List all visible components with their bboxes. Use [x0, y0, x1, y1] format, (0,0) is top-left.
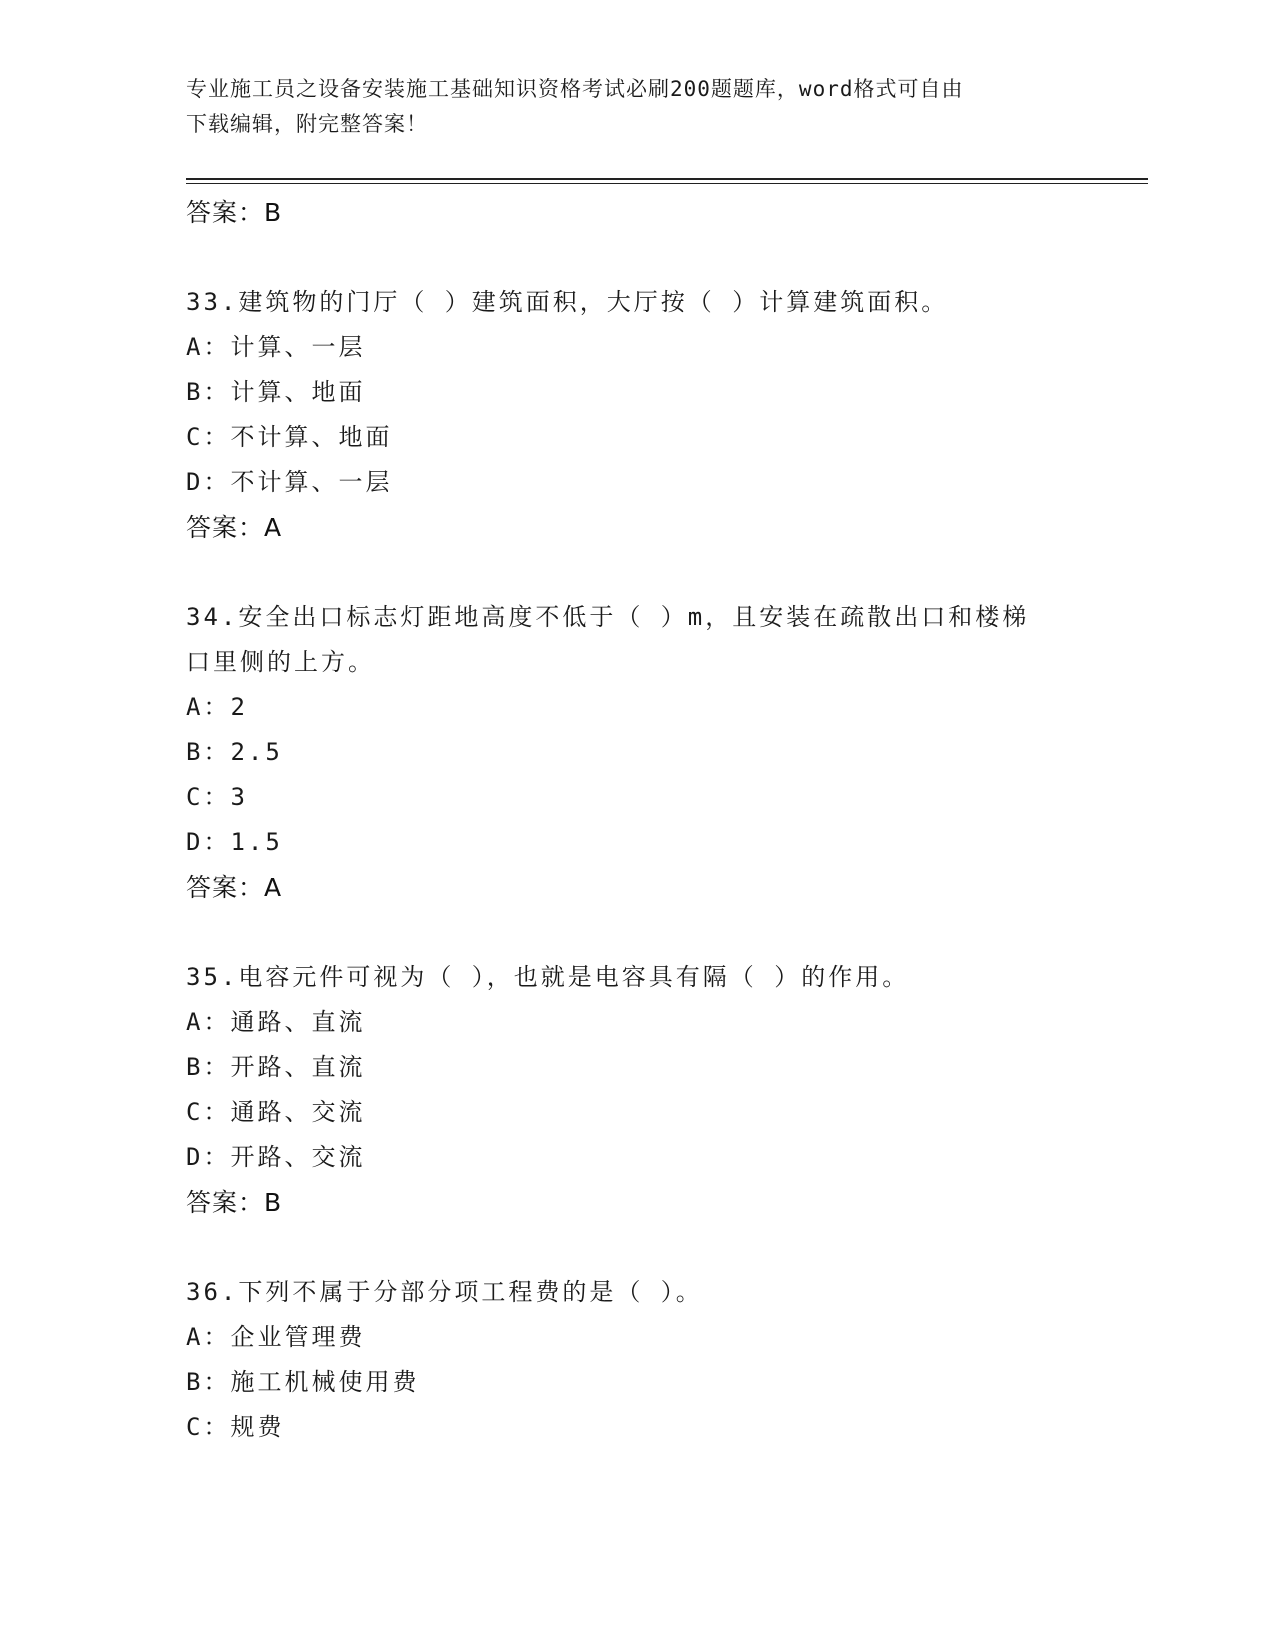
spacer	[186, 550, 1086, 595]
question-text: 36.下列不属于分部分项工程费的是（ ）。	[186, 1278, 703, 1306]
option-a: A：通路、直流	[186, 1008, 366, 1036]
option-c: C：规费	[186, 1413, 285, 1441]
option-b: B：施工机械使用费	[186, 1368, 420, 1396]
option-b: B：开路、直流	[186, 1053, 366, 1081]
question-block	[186, 1270, 1086, 1450]
question-block	[186, 595, 1086, 910]
answer-line: 答案：B	[186, 1188, 283, 1217]
question-text: 35.电容元件可视为（ ），也就是电容具有隔（ ）的作用。	[186, 963, 910, 991]
question-block	[186, 280, 1086, 550]
answer-line: 答案：B	[186, 198, 283, 227]
header-title-line-1: 专业施工员之设备安装施工基础知识资格考试必刷200题题库，word格式可自由	[186, 77, 964, 101]
question-text: 34.安全出口标志灯距地高度不低于（ ）m，且安装在疏散出口和楼梯	[186, 603, 1030, 631]
option-c: C：不计算、地面	[186, 423, 393, 451]
option-c: C：3	[186, 783, 248, 811]
question-list	[186, 190, 1086, 1450]
document-header	[186, 72, 1086, 142]
option-a: A：计算、一层	[186, 333, 366, 361]
spacer	[186, 1225, 1086, 1270]
option-d: D：不计算、一层	[186, 468, 393, 496]
question-block	[186, 955, 1086, 1225]
option-d: D：1.5	[186, 828, 283, 856]
header-divider-thick	[186, 178, 1148, 180]
spacer	[186, 235, 1086, 280]
header-divider-thin	[186, 183, 1148, 184]
option-a: A：2	[186, 693, 248, 721]
answer-line: 答案：A	[186, 513, 283, 542]
header-title-line-2: 下载编辑，附完整答案！	[186, 112, 428, 136]
option-b: B：计算、地面	[186, 378, 366, 406]
option-a: A：企业管理费	[186, 1323, 366, 1351]
option-c: C：通路、交流	[186, 1098, 366, 1126]
option-d: D：开路、交流	[186, 1143, 366, 1171]
answer-line: 答案：A	[186, 873, 283, 902]
spacer	[186, 910, 1086, 955]
question-text: 33.建筑物的门厅（ ）建筑面积，大厅按（ ）计算建筑面积。	[186, 288, 949, 316]
option-b: B：2.5	[186, 738, 283, 766]
question-text-continued: 口里侧的上方。	[186, 648, 375, 676]
